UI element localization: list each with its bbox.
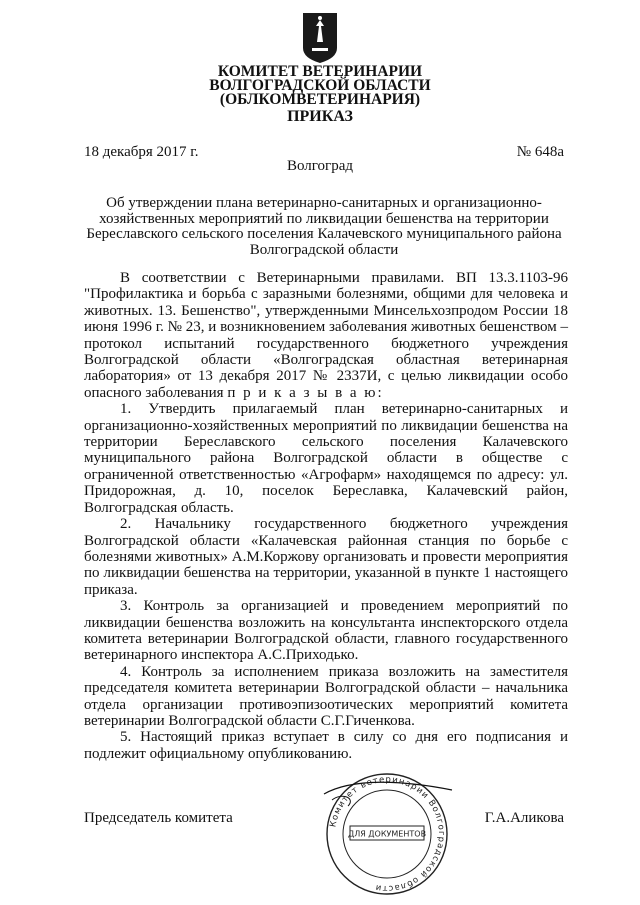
document-city: Волгоград (286, 158, 353, 174)
order-item-3: 3. Контроль за организацией и проведением мероприятий по ликвидации бешенства возложить на консультанта инспекторского отдела комитета ветеринарии Волгоградской области, главного государственного ветеринарного инспектора А.С.Приходько. (84, 598, 568, 664)
order-item-1: 1. Утвердить прилагаемый план ветеринарно-санитарных и организационно-хозяйственных мероприятий по ликвидации бешенства на территории Береславского сельского поселения Калачевского муниципального района Волгоградской области в обществе с ограниченной ответственностью «Агрофарм» находящемся по адресу: ул. Придорожная, д. 10, поселок Береславка, Калачевский район, Волгоградская область. (84, 401, 568, 516)
signer-name: Г.А.Аликова (484, 810, 564, 826)
org-name-line-1: КОМИТЕТ ВЕТЕРИНАРИИ (217, 63, 423, 80)
svg-text:ДЛЯ ДОКУМЕНТОВ: ДЛЯ ДОКУМЕНТОВ (347, 829, 427, 839)
order-item-4: 4. Контроль за исполнением приказа возложить на заместителя председателя комитета ветеринарии Волгоградской области – начальника отдела организации противоэпизоотических мероприятий комитета ветеринарии Волгоградской области С.Г.Гиченкова. (84, 663, 568, 729)
org-name-abbrev: (ОБЛКОМВЕТЕРИНАРИЯ) (219, 91, 421, 108)
order-item-2: 2. Начальнику государственного бюджетного учреждения Волгоградской области «Калачевская районная станция по борьбе с болезнями животных» А.М.Коржову организовать и провести мероприятия по ликвидации бешенства на территории, указанной в пункте 1 настоящего приказа. (84, 516, 568, 598)
volgograd-coat-of-arms-icon (302, 12, 338, 64)
preamble-text: В соответствии с Ветеринарными правилами. ВП 13.3.1103-96 "Профилактика и борьба с заразными болезнями, общими для человека и животных. 13. Бешенство", утвержденными Минсельхозпродом России 18 июня 1996 г. № 23, и возникновением заболевания животных бешенством – протокол испытаний государственного бюджетного учреждения Волгоградской области «Волгоградская областная ветеринарная лаборатория» от 13 декабря 2017 № 2337И, с целью ликвидации особо опасного заболевания (84, 270, 568, 401)
org-name-line-2: ВОЛГОГРАДСКОЙ ОБЛАСТИ (209, 77, 431, 94)
order-word: п р и к а з ы в а ю: (227, 384, 384, 401)
document-number: № 648а (516, 144, 564, 160)
document-type: ПРИКАЗ (287, 108, 353, 125)
document-date: 18 декабря 2017 г. (84, 144, 199, 160)
signer-position: Председатель комитета (84, 810, 233, 826)
document-subject: Об утверждении плана ветеринарно-санитарных и организационно-хозяйственных мероприятий по ликвидации бешенства на территории Береславского сельского поселения Калачевского муниципального района Волгоградской области (86, 195, 562, 258)
order-item-5: 5. Настоящий приказ вступает в силу со дня его подписания и подлежит официальному опубликованию. (84, 729, 568, 762)
document-body (84, 270, 568, 762)
preamble-paragraph (84, 270, 568, 401)
official-stamp-icon (312, 772, 462, 896)
svg-text:Комитет ветеринарии Волгоградс: Комитет ветеринарии Волгоградской области (328, 774, 447, 894)
